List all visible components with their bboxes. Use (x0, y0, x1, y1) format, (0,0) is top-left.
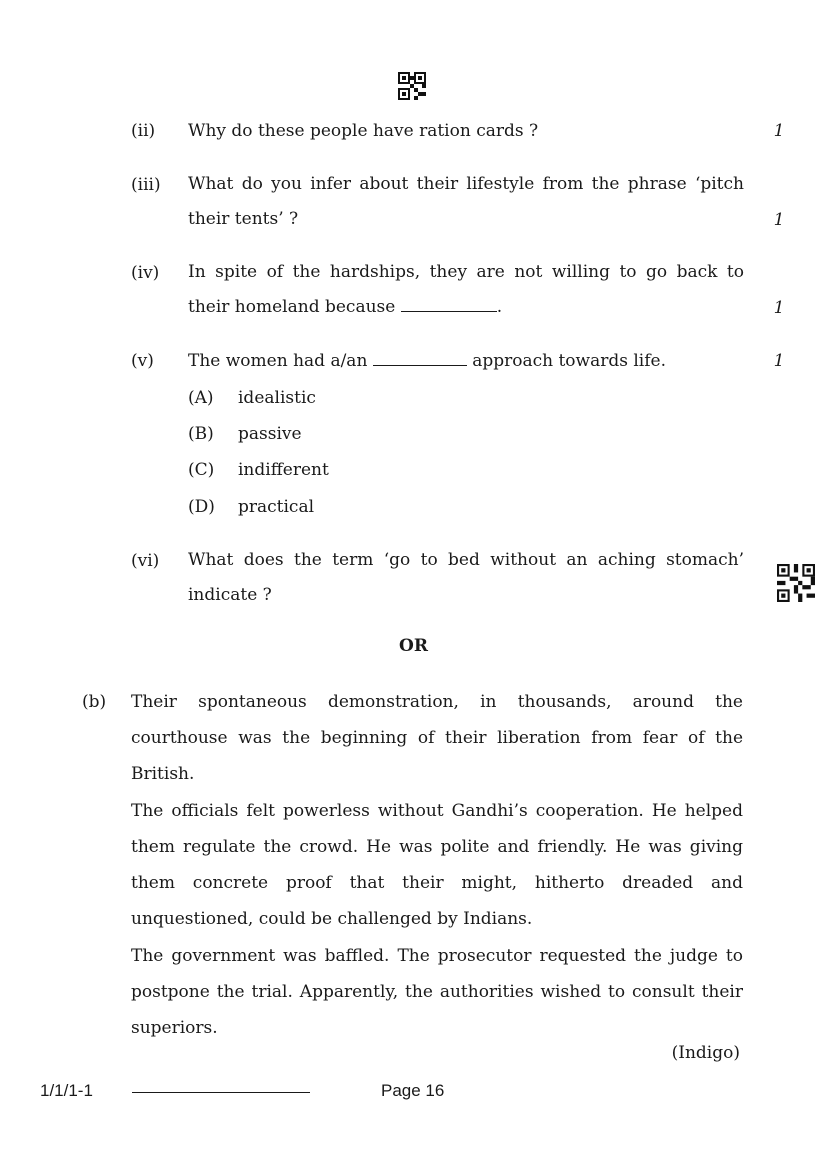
question-number-iv: (iv) (131, 263, 160, 283)
passage-paragraph-2 (131, 793, 743, 937)
question-iv-line-2-post: . (496, 297, 503, 317)
passage-source: (Indigo) (671, 1043, 740, 1063)
passage-paragraph-3 (131, 938, 743, 1046)
passage-line: courthouse was the beginning of their liberation from fear of the (131, 728, 743, 748)
question-number-ii: (ii) (131, 121, 156, 141)
question-vi-line-2: indicate ? (188, 585, 272, 605)
passage-line: The government was baffled. The prosecutor requested the judge to (131, 946, 743, 966)
part-b-label: (b) (82, 692, 107, 712)
question-text-v (188, 351, 666, 371)
question-text-iii (188, 167, 744, 237)
passage-line: The officials felt powerless without Gandhi’s cooperation. He helped (131, 801, 743, 821)
question-iv-line-2-pre: their homeland because (188, 297, 396, 317)
footer-rule (132, 1092, 310, 1093)
passage-line: Their spontaneous demonstration, in thousands, around the (131, 692, 743, 712)
passage-line: superiors. (131, 1018, 218, 1038)
question-text-ii: Why do these people have ration cards ? (188, 121, 539, 141)
question-number-vi: (vi) (131, 551, 160, 571)
passage-line: unquestioned, could be challenged by Indians. (131, 909, 533, 929)
question-v-pre: The women had a/an (188, 351, 368, 371)
marks-iii: 1 (773, 210, 785, 230)
option-c-letter: (C) (188, 460, 215, 480)
option-c-text: indifferent (238, 460, 329, 480)
or-separator: OR (399, 636, 428, 656)
question-iv-line-2 (188, 290, 744, 325)
marks-v: 1 (773, 351, 785, 371)
passage-line: British. (131, 764, 195, 784)
answer-blank-iv (401, 297, 497, 312)
question-iii-line-1: What do you infer about their lifestyle from the phrase ‘pitch (188, 174, 744, 194)
marks-iv: 1 (773, 298, 785, 318)
question-text-vi (188, 543, 744, 613)
question-number-iii: (iii) (131, 175, 161, 195)
option-b-letter: (B) (188, 424, 214, 444)
footer-page-number: Page 16 (381, 1081, 445, 1100)
passage-line: them regulate the crowd. He was polite and friendly. He was giving (131, 837, 743, 857)
passage-paragraph-1 (131, 684, 743, 792)
question-text-iv (188, 255, 744, 325)
marks-ii: 1 (773, 121, 785, 141)
answer-blank-v (373, 351, 467, 366)
option-b-text: passive (238, 424, 302, 444)
question-iii-line-2: their tents’ ? (188, 209, 299, 229)
question-number-v: (v) (131, 351, 154, 371)
question-v-post: approach towards life. (472, 351, 666, 371)
footer-code: 1/1/1-1 (40, 1081, 93, 1100)
question-vi-line-1: What does the term ‘go to bed without an aching stomach’ (188, 550, 744, 570)
qr-code-side-icon (777, 564, 815, 602)
option-d-letter: (D) (188, 497, 215, 517)
passage-line: them concrete proof that their might, hitherto dreaded and (131, 873, 743, 893)
option-a-text: idealistic (238, 388, 316, 408)
passage-line: postpone the trial. Apparently, the authorities wished to consult their (131, 982, 743, 1002)
question-iv-line-1: In spite of the hardships, they are not willing to go back to (188, 262, 744, 282)
option-d-text: practical (238, 497, 315, 517)
option-a-letter: (A) (188, 388, 214, 408)
qr-code-top-icon (398, 72, 426, 100)
